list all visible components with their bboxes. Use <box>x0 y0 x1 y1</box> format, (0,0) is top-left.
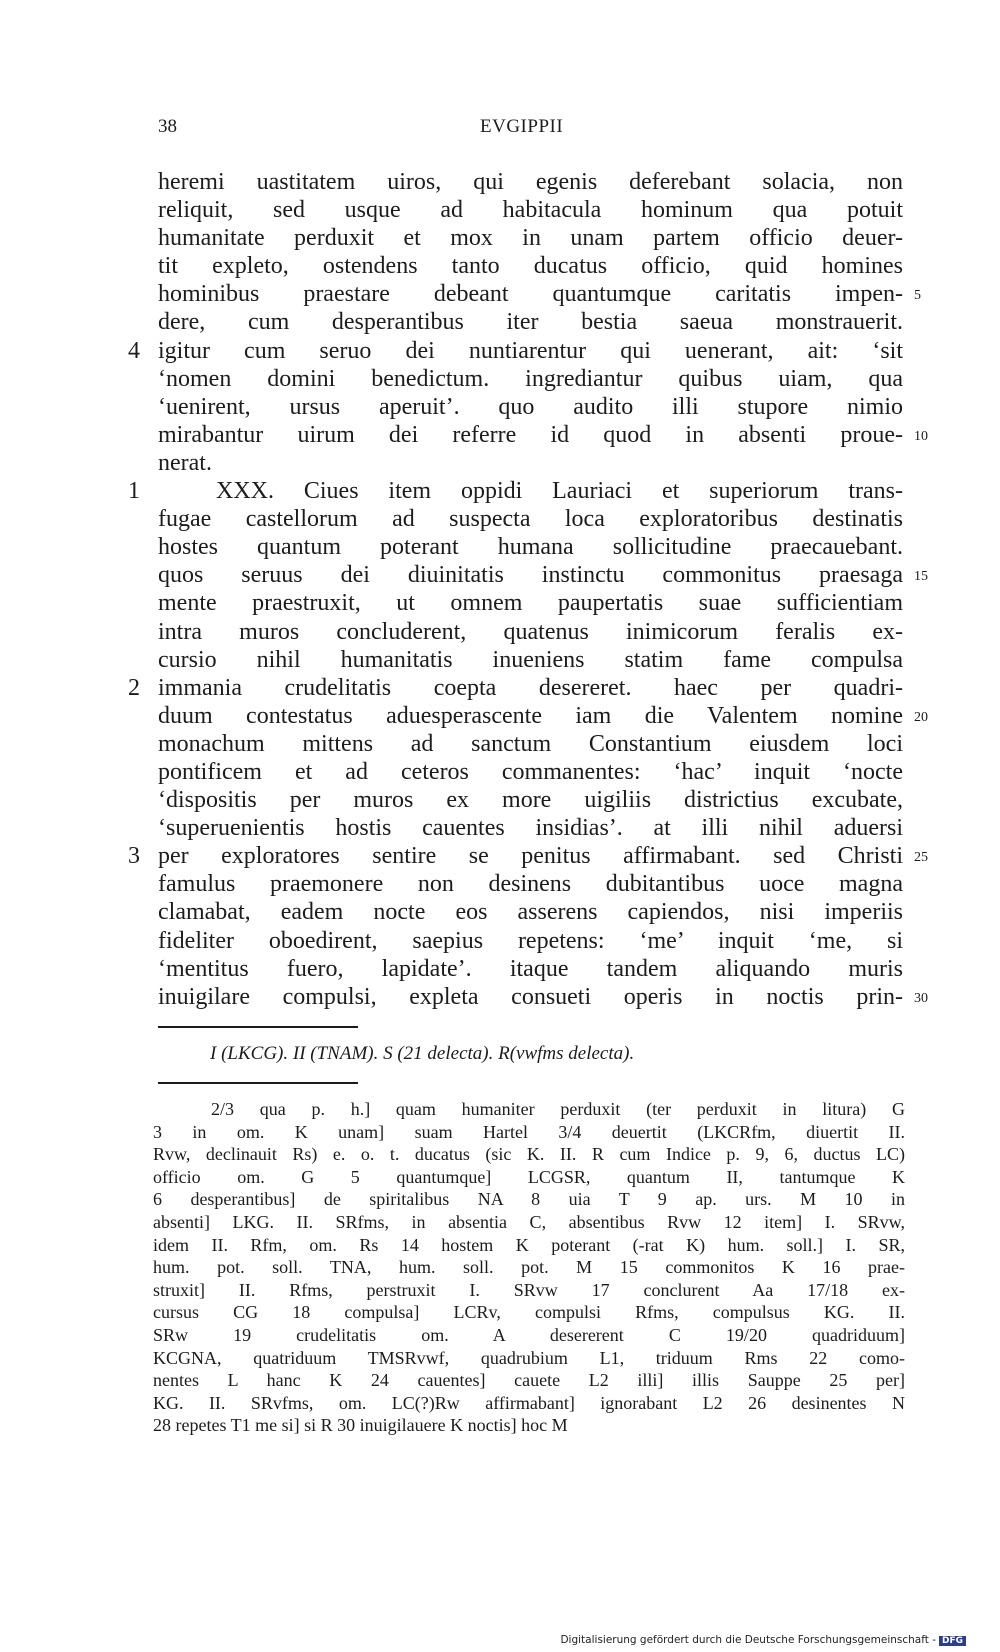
text-line-content: cursio nihil humanitatis inueniens statim fame compulsa <box>158 646 903 673</box>
line-number: 10 <box>914 428 928 444</box>
text-line <box>158 702 928 730</box>
apparatus-line: hum. pot. soll. TNA, hum. soll. pot. M 15 commonitos K 16 prae- <box>153 1257 905 1278</box>
line-number: 5 <box>914 288 921 304</box>
text-line <box>158 168 903 196</box>
apparatus-line: KCGNA, quatriduum TMSRvwf, quadrubium L1, triduum Rms 22 como- <box>153 1347 905 1368</box>
text-line <box>158 533 903 561</box>
apparatus-line: 6 desperantibus] de spiritalibus NA 8 uia T 9 ap. urs. M 10 in <box>153 1189 905 1210</box>
text-line-content: per exploratores sentire se penitus affirmabant. sed Christi <box>158 843 903 870</box>
text-line-content: reliquit, sed usque ad habitacula hominum qua potuit <box>158 197 903 224</box>
apparatus-line: SRw 19 crudelitatis om. A desererent C 19/20 quadriduum] <box>153 1324 905 1345</box>
apparatus-line: cursus CG 18 compulsa] LCRv, compulsi Rfms, compulsus KG. II. <box>153 1302 905 1323</box>
text-line-content: duum contestatus aduesperascente iam die Valentem nomine <box>158 702 903 729</box>
section-number: 3 <box>128 843 140 870</box>
line-number: 25 <box>914 850 928 866</box>
text-line-content: igitur cum seruo dei nuntiarentur qui uenerant, ait: ‘sit <box>158 337 903 364</box>
text-line-content: heremi uastitatem uiros, qui egenis deferebant solacia, non <box>158 169 903 195</box>
text-line <box>128 337 903 365</box>
footer-text: Digitalisierung gefördert durch die Deutsche Forschungsgemeinschaft - <box>560 1634 936 1646</box>
text-line-content: quos seruus dei diuinitatis instinctu commonitus praesaga <box>158 562 903 589</box>
text-line <box>158 758 903 786</box>
manuscript-sigla: I (LKCG). II (TNAM). S (21 delecta). R(vwfms delecta). <box>210 1043 635 1064</box>
text-line <box>158 646 903 674</box>
page-number: 38 <box>158 116 177 137</box>
digitization-footer <box>560 1634 966 1646</box>
text-line <box>158 589 903 617</box>
text-line <box>158 449 903 477</box>
text-line <box>158 955 903 983</box>
apparatus-line: idem II. Rfm, om. Rs 14 hostem K poterant (-rat K) hum. soll.] I. SR, <box>153 1234 905 1255</box>
text-line-content: fugae castellorum ad suspecta loca exploratoribus destinatis <box>158 506 903 533</box>
text-line <box>158 561 928 589</box>
text-line-content: mente praestruxit, ut omnem paupertatis suae sufficientiam <box>158 590 903 617</box>
text-line-content: ‘dispositis per muros ex more uigiliis districtius excubate, <box>158 787 903 814</box>
apparatus-line: KG. II. SRvfms, om. LC(?)Rw affirmabant] ignorabant L2 26 desinentes N <box>153 1392 905 1413</box>
section-number: 4 <box>128 337 140 364</box>
text-line <box>158 927 903 955</box>
text-line <box>158 224 903 252</box>
sigla-rule-bottom <box>158 1082 358 1084</box>
text-line <box>158 308 903 336</box>
apparatus-line: absenti] LKG. II. SRfms, in absentia C, absentibus Rvw 12 item] I. SRvw, <box>153 1211 905 1232</box>
apparatus-line: officio om. G 5 quantumque] LCGSR, quantum II, tantumque K <box>153 1166 905 1187</box>
line-number: 15 <box>914 569 928 585</box>
text-line-content: humanitate perduxit et mox in unam partem officio deuer- <box>158 225 903 252</box>
text-line-content: monachum mittens ad sanctum Constantium eiusdem loci <box>158 730 903 757</box>
apparatus-line: Rvw, declinauit Rs) e. o. t. ducatus (sic K. II. R cum Indice p. 9, 6, ductus LC) <box>153 1144 905 1165</box>
text-line <box>158 786 903 814</box>
apparatus-line: 2/3 qua p. h.] quam humaniter perduxit (ter perduxit in litura) G <box>211 1099 905 1119</box>
line-number: 30 <box>914 990 928 1006</box>
text-line <box>158 814 903 842</box>
text-line <box>158 280 921 308</box>
text-line <box>128 842 928 870</box>
text-line-content: XXX. Ciues item oppidi Lauriaci et superiorum trans- <box>216 478 903 505</box>
text-line-content: intra muros concluderent, quatenus inimicorum feralis ex- <box>158 618 903 645</box>
text-line-content: ‘uenirent, ursus aperuit’. quo audito illi stupore nimio <box>158 393 903 420</box>
text-line <box>128 674 903 702</box>
running-title: EVGIPPII <box>480 116 564 137</box>
text-line <box>158 730 903 758</box>
text-line <box>158 898 903 926</box>
text-line-content: pontificem et ad ceteros commanentes: ‘hac’ inquit ‘nocte <box>158 758 903 785</box>
text-line <box>128 477 903 505</box>
text-line <box>158 252 903 280</box>
apparatus-line: 28 repetes T1 me si] si R 30 inuigilauere K noctis] hoc M <box>153 1415 568 1436</box>
text-line-content: inuigilare compulsi, expleta consueti operis in noctis prin- <box>158 983 903 1010</box>
text-line-content: hostes quantum poterant humana sollicitudine praecauebant. <box>158 534 903 561</box>
sigla-rule-top <box>158 1026 358 1028</box>
text-line-content: nerat. <box>158 449 212 476</box>
text-line-content: clamabat, eadem nocte eos asserens capiendos, nisi imperiis <box>158 899 903 926</box>
text-line <box>158 393 903 421</box>
text-line-content: famulus praemonere non desinens dubitantibus uoce magna <box>158 871 903 898</box>
text-line-content: ‘superuenientis hostis cauentes insidias’. at illi nihil aduersi <box>158 815 903 842</box>
line-number: 20 <box>914 709 928 725</box>
text-line <box>158 196 903 224</box>
dfg-logo: DFG <box>939 1636 966 1646</box>
main-text-block <box>128 168 928 1011</box>
apparatus-line: struxit] II. Rfms, perstruxit I. SRvw 17 conclurent Aa 17/18 ex- <box>153 1279 905 1300</box>
section-number: 2 <box>128 674 140 701</box>
text-line <box>158 618 903 646</box>
text-line <box>158 870 903 898</box>
section-number: 1 <box>128 478 140 505</box>
apparatus-line: 3 in om. K unam] suam Hartel 3/4 deuertit (LKCRfm, diuertit II. <box>153 1121 905 1142</box>
text-line-content: fideliter oboedirent, saepius repetens: ‘me’ inquit ‘me, si <box>158 927 903 954</box>
text-line-content: immania crudelitatis coepta desereret. haec per quadri- <box>158 674 903 701</box>
text-line <box>158 365 903 393</box>
apparatus-line: nentes L hanc K 24 cauentes] cauete L2 illi] illis Sauppe 25 per] <box>153 1370 905 1391</box>
text-line-content: tit expleto, ostendens tanto ducatus officio, quid homines <box>158 253 903 280</box>
text-line-content: ‘mentitus fuero, lapidate’. itaque tandem aliquando muris <box>158 955 903 982</box>
text-line <box>158 421 928 449</box>
text-line-content: ‘nomen domini benedictum. ingrediantur quibus uiam, qua <box>158 365 903 392</box>
text-line <box>158 505 903 533</box>
text-line-content: mirabantur uirum dei referre id quod in absenti proue- <box>158 421 903 448</box>
text-line-content: dere, cum desperantibus iter bestia saeua monstrauerit. <box>158 309 903 336</box>
text-line-content: hominibus praestare debeant quantumque caritatis impen- <box>158 281 903 308</box>
text-line <box>158 983 928 1011</box>
critical-apparatus <box>153 1098 905 1437</box>
